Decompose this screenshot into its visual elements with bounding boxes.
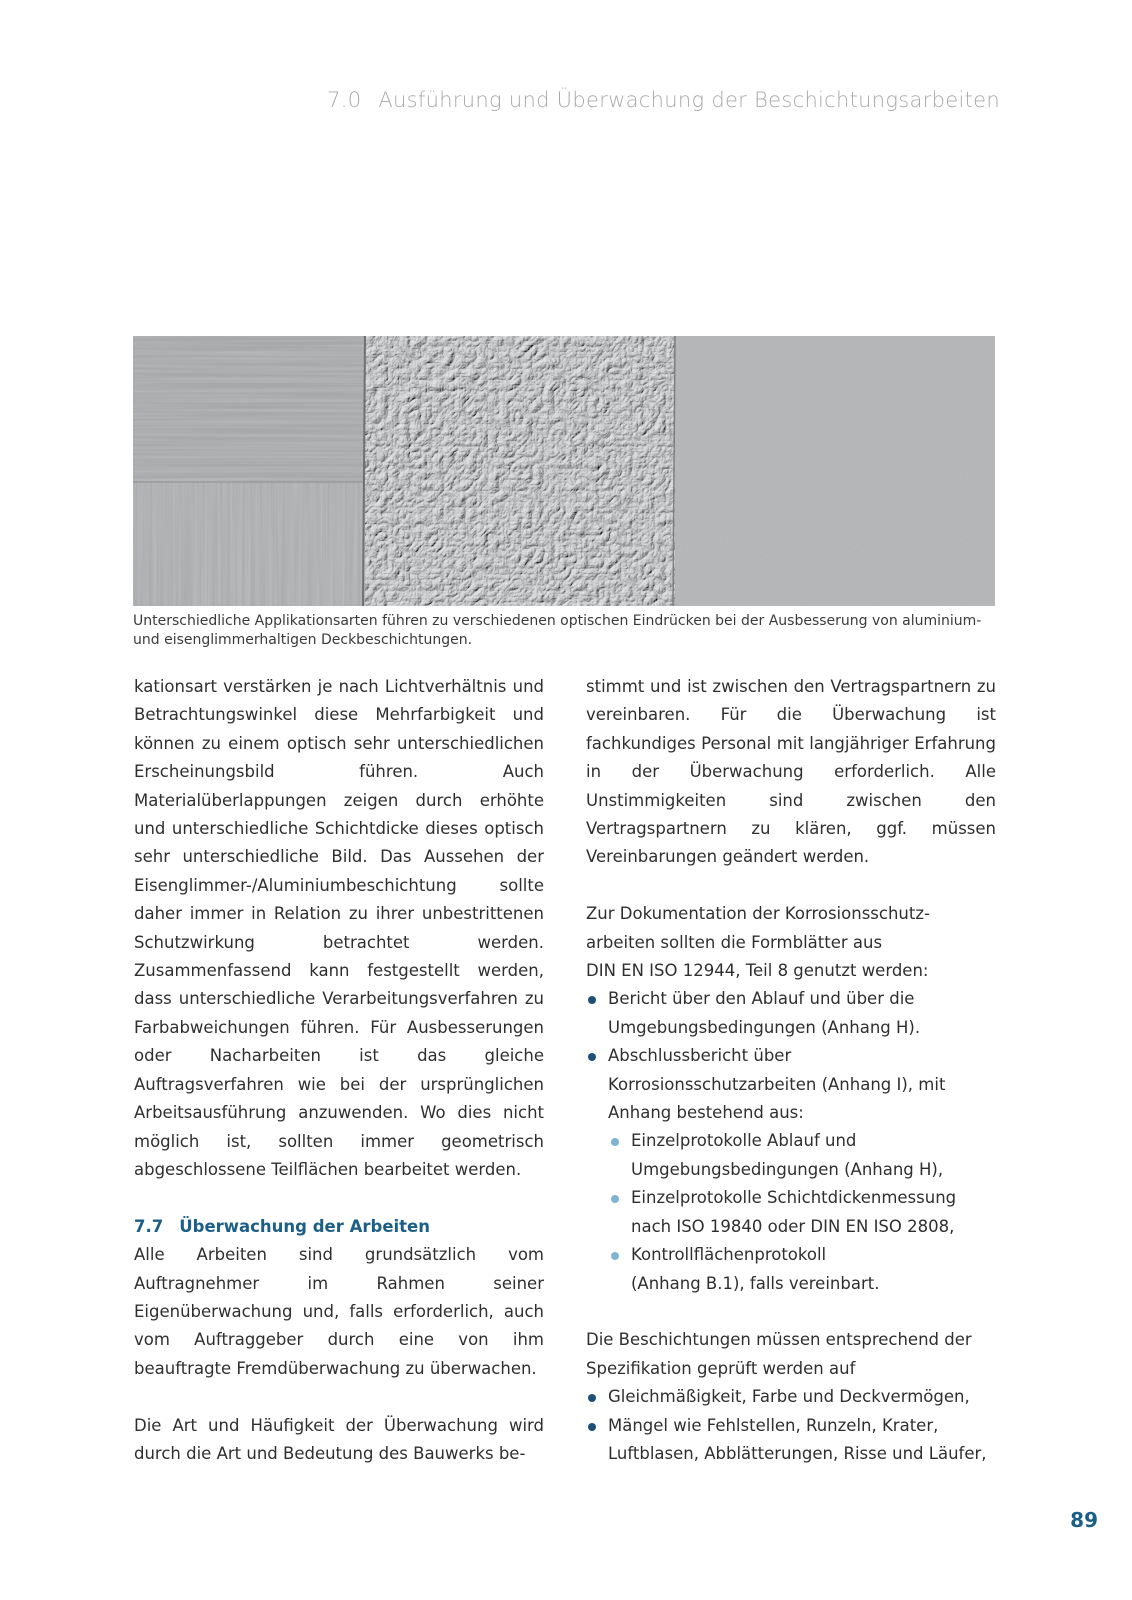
list-item: Bericht über den Ablauf und über die Umgebungsbedingungen (Anhang H). <box>586 985 996 1042</box>
sub-list-item-line-1: Kontrollflächenprotokoll <box>631 1245 827 1265</box>
section-number: 7.7 <box>134 1216 164 1236</box>
sub-list-item: Einzelprotokolle Ablauf und Umgebungsbedingungen (Anhang H), <box>586 1127 996 1184</box>
list-item-line-1: Mängel wie Fehlstellen, Runzeln, Krater, <box>608 1415 939 1435</box>
list-item <box>586 1412 996 1469</box>
left-column <box>134 673 544 1468</box>
figure-caption: Unterschiedliche Applikationsarten führen zu verschiedenen optischen Eindrücken bei der Ausbesserung von aluminium- und eisenglimmerhaltigen Deckbeschichtungen. <box>133 613 982 648</box>
sub-list <box>586 1127 996 1297</box>
list-item: Gleichmäßigkeit, Farbe und Deckvermögen, <box>586 1383 996 1411</box>
right-paragraph-2-line-3: DIN EN ISO 12944, Teil 8 genutzt werden: <box>586 961 929 981</box>
right-paragraph-3-line-1: Die Beschichtungen müssen entsprechend der <box>586 1330 972 1350</box>
list-item <box>586 1042 996 1127</box>
sub-list-item: Einzelprotokolle Schichtdickenmessung nach ISO 19840 oder DIN EN ISO 2808, <box>586 1184 996 1241</box>
left-paragraph-2: Alle Arbeiten sind grundsätzlich vom Auftragnehmer im Rahmen seiner Eigenüberwachung und, falls erforderlich, auch vom Auftraggeber durch eine von ihm beauftragte Fremdüberwachung zu überwachen. <box>134 1245 544 1378</box>
right-column <box>586 673 996 1468</box>
check-list <box>586 1383 996 1468</box>
chapter-title: Ausführung und Überwachung der Beschichtungsarbeiten <box>378 88 1000 112</box>
right-paragraph-3 <box>586 1326 996 1383</box>
sub-list-item-line-2: (Anhang B.1), falls vereinbart. <box>631 1273 880 1293</box>
right-paragraph-2-line-2: arbeiten sollten die Formblätter aus <box>586 932 883 952</box>
right-paragraph-2-line-1: Zur Dokumentation der Korrosionsschutz- <box>586 904 930 924</box>
right-paragraph-1: stimmt und ist zwischen den Vertragspartnern zu vereinbaren. Für die Überwachung ist fachkundiges Personal mit langjähriger Erfahrung in der Überwachung erforderlich. Alle Unstimmigkeiten sind zwischen den Vertragspartnern zu klären, ggf. müssen Vereinbarungen geändert werden. <box>586 677 996 867</box>
left-paragraph-3: Die Art und Häufigkeit der Überwachung wird durch die Art und Bedeutung des Bauwerks be- <box>134 1415 544 1463</box>
section-heading <box>134 1213 544 1241</box>
page-number: 89 <box>1070 1508 1098 1532</box>
chapter-header <box>327 88 1000 112</box>
list-item-line-2: Luftblasen, Abblätterungen, Risse und Läufer, <box>608 1443 987 1463</box>
chapter-number: 7.0 <box>327 88 362 112</box>
section-title: Überwachung der Arbeiten <box>179 1216 430 1236</box>
list-item-text: Abschlussbericht über Korrosionsschutzarbeiten (Anhang I), mit Anhang bestehend aus: <box>608 1046 946 1123</box>
coating-texture-photo <box>133 336 995 606</box>
right-paragraph-3-line-2: Spezifikation geprüft werden auf <box>586 1358 856 1378</box>
right-paragraph-2 <box>586 900 996 985</box>
left-paragraph-1: kationsart verstärken je nach Lichtverhältnis und Betrachtungswinkel diese Mehrfarbigkeit und können zu einem optisch sehr unterschiedlichen Erscheinungsbild führen. Auch Materialüberlappungen zeigen durch erhöhte und unterschiedliche Schichtdicke dieses optisch sehr unterschiedliche Bild. Das Aussehen der Eisenglimmer-/Aluminiumbeschichtung sollte daher immer in Relation zu ihrer unbestrittenen Schutzwirkung betrachtet werden. Zusammenfassend kann festgestellt werden, dass unterschiedliche Verarbeitungsverfahren zu Farbabweichungen führen. Für Ausbesserungen oder Nacharbeiten ist das gleiche Auftragsverfahren wie bei der ursprünglichen Arbeitsausführung anzuwenden. Wo dies nicht möglich ist, sollten immer geometrisch abgeschlossene Teilflächen bearbeitet werden. <box>134 677 544 1179</box>
form-list <box>586 985 996 1127</box>
sub-list-item <box>586 1241 996 1298</box>
